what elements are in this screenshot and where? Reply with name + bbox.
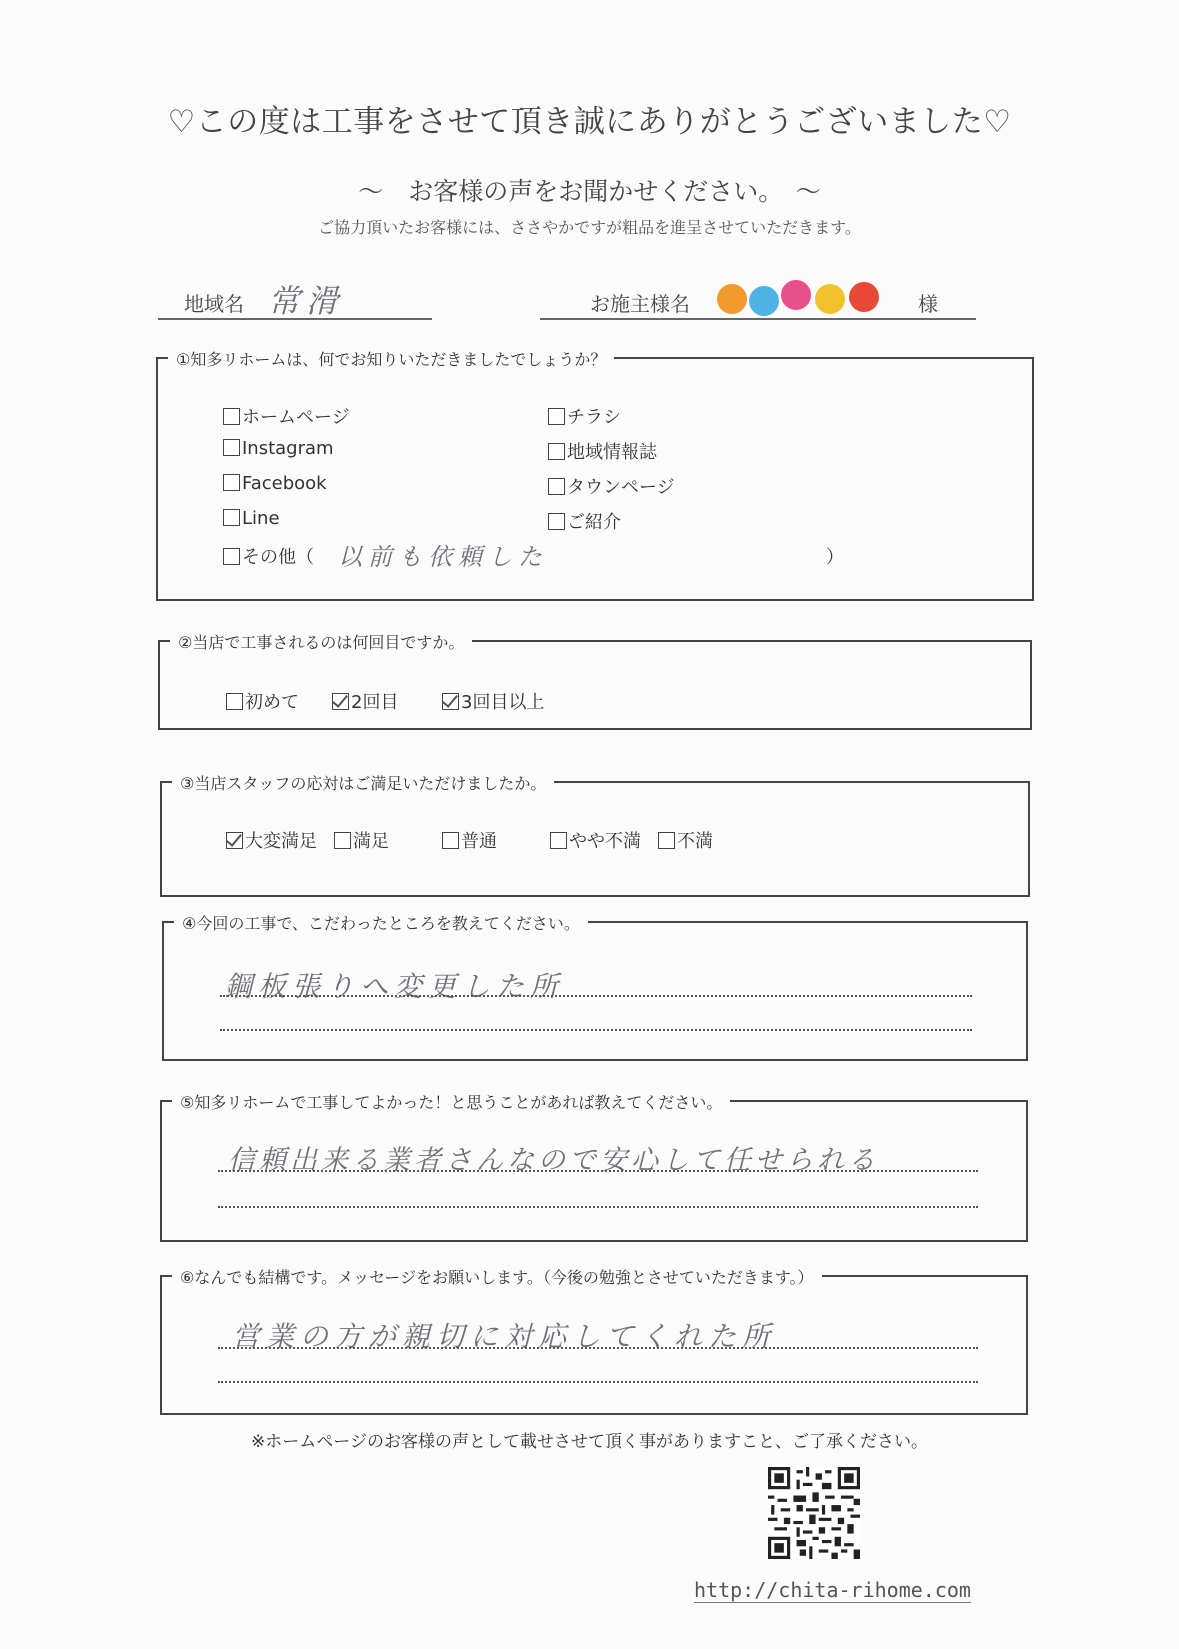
question-1-box xyxy=(156,350,1034,601)
website-link[interactable]: http://chita-rihome.com xyxy=(694,1578,971,1602)
checkbox-checked[interactable] xyxy=(332,693,349,710)
option-flyer[interactable] xyxy=(548,403,621,429)
checkbox[interactable] xyxy=(226,693,243,710)
question-3-title: ③当店スタッフの応対はご満足いただけましたか。 xyxy=(172,771,554,794)
checkbox[interactable] xyxy=(550,832,567,849)
flower-4 xyxy=(815,284,845,314)
checkbox[interactable] xyxy=(223,548,240,565)
answer-line-2 xyxy=(218,1381,978,1383)
flower-3 xyxy=(781,280,811,310)
checkbox[interactable] xyxy=(223,408,240,425)
checkbox[interactable] xyxy=(442,832,459,849)
publication-note: ※ホームページのお客様の声として載せさせて頂く事がありますこと、ご了承ください。 xyxy=(251,1432,928,1452)
option-somewhat-dissatisfied[interactable] xyxy=(550,827,641,853)
option-local-magazine[interactable] xyxy=(548,438,657,464)
question-6-box xyxy=(160,1268,1028,1415)
answer-line-1 xyxy=(220,995,972,997)
region-label: 地域名 xyxy=(184,292,244,316)
answer-line-1 xyxy=(218,1170,978,1172)
question-4-title: ④今回の工事で、こだわったところを教えてください。 xyxy=(174,911,588,934)
checkbox[interactable] xyxy=(548,443,565,460)
checkbox[interactable] xyxy=(548,478,565,495)
page-title: ♡この度は工事をさせて頂き誠にありがとうございました♡ xyxy=(167,104,1012,140)
answer-line-1 xyxy=(218,1347,978,1349)
answer-line-2 xyxy=(218,1206,978,1208)
option-label: ご紹介 xyxy=(567,512,621,533)
question-5-title: ⑤知多リホームで工事してよかった！と思うことがあれば教えてください。 xyxy=(172,1090,730,1113)
checkbox[interactable] xyxy=(223,439,240,456)
checkbox-checked[interactable] xyxy=(442,693,459,710)
option-very-satisfied[interactable] xyxy=(226,827,317,853)
gift-note: ご協力頂いたお客様には、ささやかですが粗品を進呈させていただきます。 xyxy=(318,218,861,237)
option-homepage[interactable] xyxy=(223,403,350,429)
checkbox-checked[interactable] xyxy=(226,832,243,849)
option-third-or-more[interactable] xyxy=(442,688,544,714)
option-referral[interactable] xyxy=(548,508,621,534)
question-4-box xyxy=(162,914,1028,1061)
answer-line-2 xyxy=(220,1029,972,1031)
question-2-box xyxy=(158,633,1032,730)
option-label: 満足 xyxy=(353,831,389,852)
option-label: チラシ xyxy=(567,407,621,428)
other-close-paren: ） xyxy=(826,547,844,568)
checkbox[interactable] xyxy=(223,474,240,491)
option-label: ホームページ xyxy=(242,407,350,428)
option-label: 不満 xyxy=(677,831,713,852)
page-subtitle: ～ お客様の声をお聞かせください。 ～ xyxy=(358,177,821,206)
option-label: 大変満足 xyxy=(245,831,317,852)
flower-2 xyxy=(749,286,779,316)
option-facebook[interactable] xyxy=(223,473,327,494)
option-satisfied[interactable] xyxy=(334,827,389,853)
question-5-box xyxy=(160,1093,1028,1242)
option-label: 初めて xyxy=(245,692,299,713)
option-label: Facebook xyxy=(242,473,327,494)
option-label: 地域情報誌 xyxy=(567,442,657,463)
question-5-answer: 信頼出来る業者さんなので安心して任せられる xyxy=(228,1145,879,1176)
region-field xyxy=(158,282,432,320)
option-line[interactable] xyxy=(223,508,280,529)
other-answer: 以前も依頼した xyxy=(338,543,548,571)
option-instagram[interactable] xyxy=(223,438,334,459)
qr-code-icon xyxy=(768,1467,860,1559)
checkbox[interactable] xyxy=(658,832,675,849)
option-label: 普通 xyxy=(461,831,497,852)
flower-5 xyxy=(849,282,879,312)
option-townpage[interactable] xyxy=(548,473,675,499)
flower-sticker xyxy=(715,278,885,318)
option-label: 3回目以上 xyxy=(461,692,545,713)
option-label: タウンページ xyxy=(567,477,675,498)
owner-label: お施主様名 xyxy=(590,292,690,316)
option-label: その他（ xyxy=(242,547,314,568)
question-3-box xyxy=(160,774,1030,897)
region-value: 常滑 xyxy=(268,282,345,320)
option-neutral[interactable] xyxy=(442,827,497,853)
option-dissatisfied[interactable] xyxy=(658,827,713,853)
checkbox[interactable] xyxy=(548,408,565,425)
owner-field xyxy=(540,282,976,320)
honorific: 様 xyxy=(918,292,938,316)
question-6-title: ⑥なんでも結構です。メッセージをお願いします。（今後の勉強とさせていただきます。） xyxy=(172,1265,822,1288)
checkbox[interactable] xyxy=(334,832,351,849)
flower-1 xyxy=(717,284,747,314)
option-label: 2回目 xyxy=(351,692,399,713)
checkbox[interactable] xyxy=(223,509,240,526)
checkbox[interactable] xyxy=(548,513,565,530)
question-6-answer: 営業の方が親切に対応してくれた所 xyxy=(232,1320,777,1353)
option-other[interactable] xyxy=(223,543,314,569)
option-label: やや不満 xyxy=(569,831,641,852)
option-first-time[interactable] xyxy=(226,688,299,714)
question-2-title: ②当店で工事されるのは何回目ですか。 xyxy=(170,630,472,653)
option-label: Instagram xyxy=(242,438,334,459)
option-label: Line xyxy=(242,508,280,529)
option-second-time[interactable] xyxy=(332,688,398,714)
question-4-answer: 鋼板張りへ変更した所 xyxy=(224,970,565,1003)
question-1-title: ①知多リホームは、何でお知りいただきましたでしょうか？ xyxy=(168,347,614,370)
